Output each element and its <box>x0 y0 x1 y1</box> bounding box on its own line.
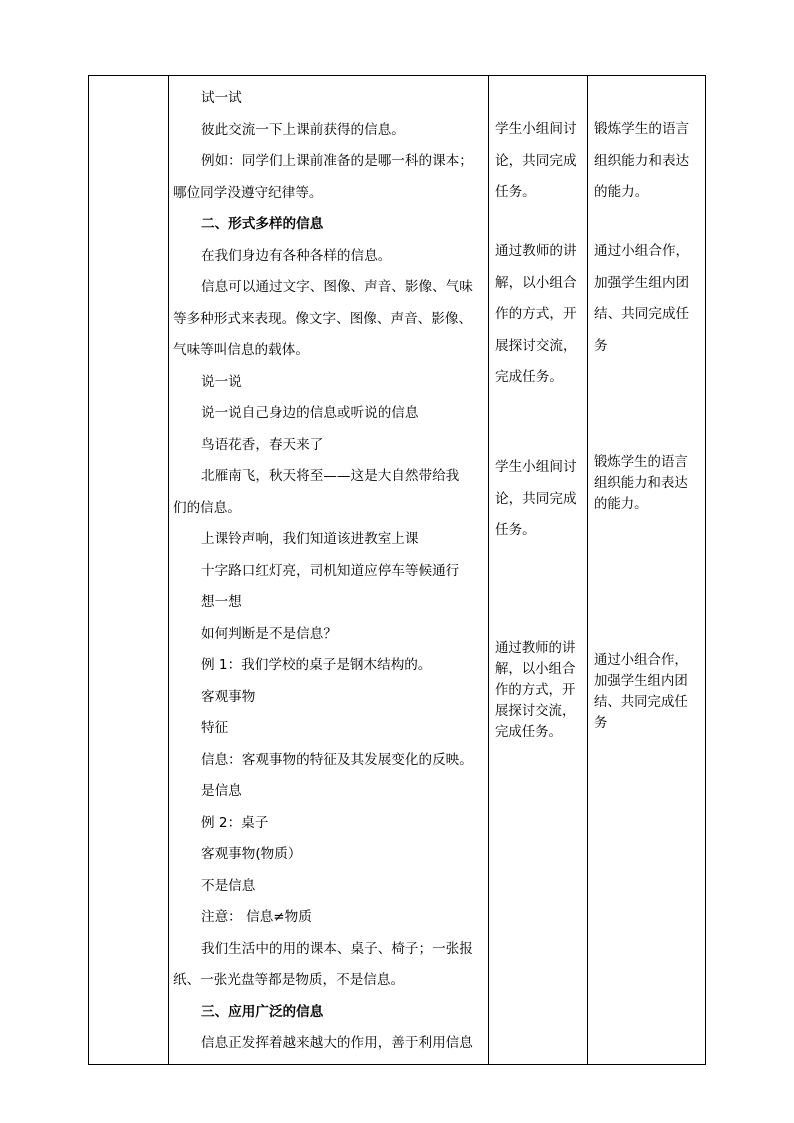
content-line: 说一说 <box>201 373 242 390</box>
student-activity-note-line: 完成任务。 <box>495 369 563 385</box>
stage-column <box>89 76 168 1064</box>
content-line: 例 1：我们学校的桌子是钢木结构的。 <box>201 657 432 673</box>
content-line: 纸、一张光盘等都是物质，不是信息。 <box>173 972 405 988</box>
student-activity-note-line: 作的方式，开 <box>495 683 576 698</box>
student-activity-note-line: 展探讨交流， <box>495 337 577 354</box>
design-intent-note <box>594 236 701 362</box>
design-intent-note <box>594 114 701 209</box>
student-activity-note-line: 解，以小组合 <box>495 662 576 677</box>
content-line: 特征 <box>201 720 229 736</box>
student-activity-note-line: 任务。 <box>495 522 536 538</box>
design-intent-note-line: 组织能力和表达 <box>594 476 688 491</box>
content-line: 客观事物 <box>201 688 256 705</box>
student-activity-note-line: 论，共同完成 <box>495 152 577 169</box>
student-activity-note <box>495 236 584 394</box>
content-line: 我们生活中的用的课本、桌子、椅子；一张报 <box>201 940 473 957</box>
content-line: 例 2：桌子 <box>201 814 269 831</box>
content-line: 鸟语花香，春天来了 <box>201 436 324 453</box>
student-activity-note-line: 作的方式，开 <box>495 306 577 322</box>
content-line: 彼此交流一下上课前获得的信息。 <box>201 121 405 138</box>
design-intent-note-line: 通过小组合作， <box>594 653 688 668</box>
content-line: 是信息 <box>201 783 242 799</box>
design-intent-note-line: 组织能力和表达 <box>594 152 690 169</box>
student-activity-note <box>495 452 584 547</box>
content-line: 例如：同学们上课前准备的是哪一科的课本； <box>201 153 473 169</box>
content-line: 如何判断是不是信息？ <box>201 625 337 642</box>
content-line: 不是信息 <box>201 877 256 894</box>
teaching-content-column <box>169 76 489 1064</box>
student-activity-note-line: 任务。 <box>495 184 536 200</box>
student-activity-note-line: 解，以小组合 <box>495 274 577 291</box>
student-activity-note-line: 论，共同完成 <box>495 490 577 507</box>
content-line: 气味等叫信息的载体。 <box>173 342 309 358</box>
content-line: 试一试 <box>201 90 242 106</box>
student-activity-note-line: 展探讨交流， <box>495 704 576 719</box>
student-activity-note-line: 学生小组间讨 <box>495 459 577 475</box>
student-activity-note <box>495 114 584 209</box>
content-line: 信息可以通过文字、图像、声音、影像、气味 <box>201 279 473 295</box>
content-line: 北雁南飞，秋天将至——这是大自然带给我 <box>201 468 460 484</box>
section-heading: 三、应用广泛的信息 <box>201 1003 324 1020</box>
design-intent-note-line: 加强学生组内团 <box>594 274 690 291</box>
design-intent-note-line: 结、共同完成任 <box>594 695 688 710</box>
design-intent-note-line: 锻炼学生的语言 <box>594 121 690 137</box>
student-activity-column <box>489 76 588 1064</box>
content-line: 注意： 信息≠物质 <box>201 909 312 925</box>
design-intent-note-line: 通过小组合作， <box>594 243 690 259</box>
content-line: 在我们身边有各种各样的信息。 <box>201 247 392 264</box>
student-activity-note <box>495 638 584 743</box>
design-intent-note <box>594 650 701 734</box>
content-line: 等多种形式来表现。像文字、图像、声音、影像、 <box>173 310 473 327</box>
design-intent-note-line: 务 <box>594 716 608 731</box>
design-intent-note-line: 结、共同完成任 <box>594 306 690 322</box>
design-intent-note-line: 加强学生组内团 <box>594 674 688 689</box>
content-line: 想一想 <box>201 594 242 610</box>
content-line: 说一说自己身边的信息或听说的信息 <box>201 405 419 421</box>
design-intent-note-line: 的能力。 <box>594 184 649 200</box>
design-intent-column <box>588 76 705 1064</box>
design-intent-note-line: 锻炼学生的语言 <box>594 455 688 470</box>
content-line: 客观事物(物质） <box>201 846 302 862</box>
lesson-plan-table <box>88 75 706 1065</box>
content-line: 十字路口红灯亮，司机知道应停车等候通行 <box>201 562 460 579</box>
content-line: 哪位同学没遵守纪律等。 <box>173 184 323 201</box>
content-line: 信息：客观事物的特征及其发展变化的反映。 <box>201 751 473 768</box>
student-activity-note-line: 学生小组间讨 <box>495 121 577 137</box>
section-heading: 二、形式多样的信息 <box>201 216 324 232</box>
content-line: 们的信息。 <box>173 499 241 516</box>
content-line: 上课铃声响，我们知道该进教室上课 <box>201 531 419 547</box>
design-intent-note-line: 的能力。 <box>594 497 648 512</box>
design-intent-note <box>594 452 701 515</box>
student-activity-note-line: 通过教师的讲 <box>495 641 576 656</box>
content-line: 信息正发挥着越来越大的作用，善于利用信息 <box>201 1035 473 1051</box>
design-intent-note-line: 务 <box>594 337 608 354</box>
student-activity-note-line: 通过教师的讲 <box>495 243 577 259</box>
student-activity-note-line: 完成任务。 <box>495 725 562 740</box>
